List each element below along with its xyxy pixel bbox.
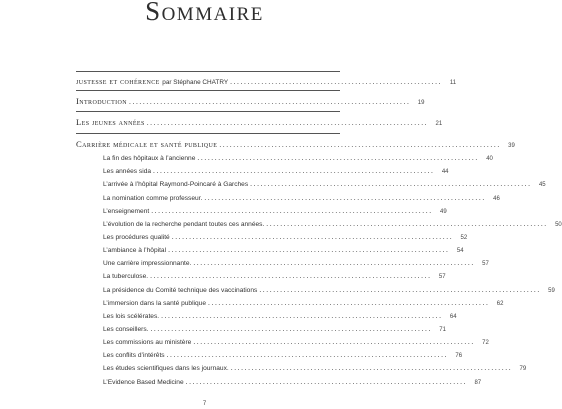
page-number: 57 — [438, 274, 446, 280]
toc-item — [103, 258, 489, 268]
toc-item — [103, 271, 446, 281]
item-label: Les procédures qualité — [103, 234, 170, 241]
section-rule — [76, 90, 340, 91]
toc-item — [103, 298, 504, 308]
toc-section-jeunes-annees — [76, 117, 443, 127]
page-number: 87 — [474, 380, 482, 386]
leader-dots: ................................................................................. — [146, 118, 429, 127]
page-number: 79 — [519, 366, 527, 372]
leader-dots: ................................................................................. — [150, 324, 432, 333]
item-label: Les études scientifiques dans les journaux. — [103, 365, 229, 372]
leader-dots: ................................................................................. — [208, 298, 490, 307]
section-label: Les jeunes années — [76, 117, 145, 127]
leader-dots: ................................................................................. — [266, 219, 548, 228]
item-label: L’enseignement — [103, 208, 150, 215]
item-label: Les années sida — [103, 168, 152, 175]
section-label: Carrière médicale et santé publique — [76, 139, 218, 149]
toc-item — [103, 206, 447, 216]
section-rule — [76, 133, 340, 134]
page-number: 62 — [496, 301, 504, 307]
leader-dots: ................................................................................. — [197, 153, 479, 162]
toc-item — [103, 232, 468, 242]
toc-item — [103, 363, 527, 373]
page-number: 40 — [486, 156, 493, 162]
item-label: L’Evidence Based Medicine — [103, 379, 184, 386]
page-number: 64 — [449, 314, 457, 320]
page-number: 71 — [439, 327, 446, 333]
toc-item — [103, 193, 500, 203]
leader-dots: ................................................................................. — [250, 179, 532, 188]
page-number: 11 — [449, 80, 457, 86]
leader-dots: ............................................................. — [230, 77, 443, 86]
leader-dots: ................................................................................. — [171, 232, 454, 241]
page-number: 46 — [493, 196, 500, 202]
toc-item — [103, 219, 562, 229]
toc-section-introduction — [76, 96, 425, 106]
page-folio: 7 — [202, 401, 207, 407]
leader-dots: ................................................................................. — [259, 285, 541, 294]
toc-item — [103, 350, 463, 360]
page-number: 21 — [435, 121, 443, 127]
section-rule — [76, 111, 340, 112]
leader-dots: ................................................................................. — [230, 363, 513, 372]
item-label: L’ambiance à l’hôpital — [103, 247, 167, 254]
section-label: justesse et cohérence — [76, 76, 160, 86]
toc-item — [103, 337, 489, 347]
leader-dots: ................................................................................. — [150, 271, 432, 280]
item-label: L’immersion dans la santé publique — [103, 300, 206, 307]
item-label: Les commissions au ministère — [103, 339, 192, 346]
leader-dots: ................................................................................. — [193, 258, 475, 267]
item-label: Les conseillers. — [103, 326, 149, 333]
toc-item — [103, 166, 449, 176]
section-author: par Stéphane CHATRY — [162, 79, 229, 86]
toc-item — [103, 311, 457, 321]
page-number: 44 — [441, 169, 449, 175]
toc-item — [103, 179, 546, 189]
page-number: 39 — [508, 143, 515, 149]
toc-item — [103, 377, 482, 387]
item-label: Les lois scélérates. — [103, 313, 160, 320]
page-number: 49 — [440, 209, 447, 215]
item-label: Les conflits d’intérêts — [103, 352, 165, 359]
page-number: 50 — [555, 222, 562, 228]
toc-item — [103, 153, 493, 163]
leader-dots: ................................................................................. — [166, 350, 449, 359]
page-number: 76 — [455, 353, 463, 359]
page-number: 52 — [460, 235, 468, 241]
toc-item — [103, 324, 446, 334]
leader-dots: ................................................................................. — [161, 311, 443, 320]
leader-dots: ................................................................................. — [185, 377, 468, 386]
page-number: 72 — [482, 340, 489, 346]
leader-dots: ................................................................................. — [219, 140, 501, 149]
item-label: La fin des hôpitaux à l’ancienne — [103, 155, 196, 162]
item-label: L’arrivée à l’hôpital Raymond-Poincaré à Garches — [103, 181, 249, 188]
leader-dots: ................................................................................. — [168, 245, 450, 254]
leader-dots: ................................................................................. — [153, 166, 435, 175]
toc-item — [103, 245, 464, 255]
item-label: L’évolution de la recherche pendant toutes ces années. — [103, 221, 265, 228]
page-number: 59 — [548, 288, 555, 294]
toc-section-carriere — [76, 139, 515, 149]
item-label: Une carrière impressionnante. — [103, 260, 192, 267]
page-number: 45 — [538, 182, 546, 188]
toc-item — [103, 285, 555, 295]
leader-dots: ................................................................................. — [204, 193, 486, 202]
leader-dots: ................................................................................. — [193, 337, 475, 346]
leader-dots: ................................................................................. — [129, 97, 411, 106]
page-number: 57 — [482, 261, 489, 267]
page-number: 54 — [456, 248, 464, 254]
toc-section-justesse — [76, 76, 457, 86]
section-label: Introduction — [76, 96, 127, 106]
item-label: La présidence du Comité technique des vaccinations — [103, 287, 258, 294]
leader-dots: ................................................................................. — [151, 206, 433, 215]
page-title: Sommaire — [145, 0, 264, 26]
item-label: La nomination comme professeur. — [103, 195, 203, 202]
section-rule — [76, 71, 340, 72]
item-label: La tuberculose. — [103, 273, 149, 280]
page-number: 19 — [417, 100, 425, 106]
